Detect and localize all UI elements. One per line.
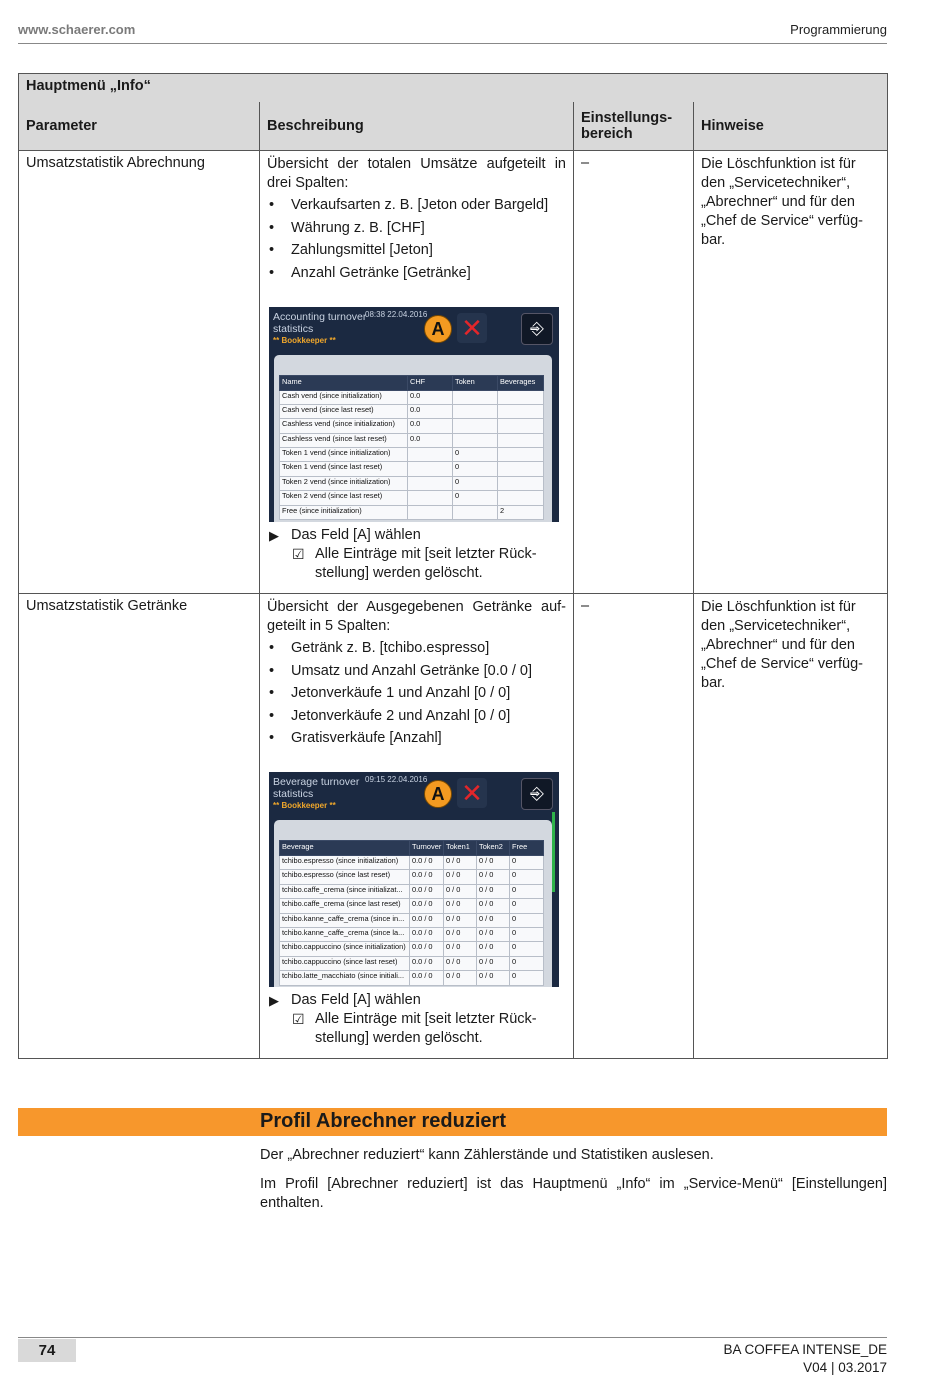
table-cell: tchibo.cappuccino (since initialization): [280, 942, 410, 956]
table-cell: 0 / 0: [477, 956, 510, 970]
table-row: [19, 594, 888, 1059]
screen-title: Beverage turnover statistics: [273, 776, 360, 800]
table-cell: tchibo.caffe_crema (since initializat...: [280, 884, 410, 898]
bullet-list: [267, 639, 566, 748]
screen-column-header: Beverage: [280, 841, 410, 856]
table-cell: Token 2 vend (since last reset): [280, 491, 408, 505]
range-cell: –: [574, 151, 694, 594]
statistics-table: [279, 840, 544, 986]
menu-title: Hauptmenü „Info“: [19, 74, 888, 103]
table-row[interactable]: [280, 505, 544, 519]
action-step: [267, 526, 566, 545]
column-header-parameter: Parameter: [19, 102, 260, 151]
document-id: [723, 1341, 887, 1377]
beverage-statistics-screen: [269, 772, 559, 987]
table-cell: 0: [510, 899, 544, 913]
table-row: [19, 151, 888, 594]
table-cell: Token 1 vend (since initialization): [280, 448, 408, 462]
description-intro: Übersicht der Ausgegebenen Getränke auf-geteilt in 5 Spalten:: [267, 599, 566, 634]
result-step: [267, 1010, 566, 1048]
table-cell: 0: [510, 856, 544, 870]
list-item: • Zahlungsmittel [Jeton]: [267, 241, 566, 260]
table-cell: [498, 390, 544, 404]
column-header-hinweise: Hinweise: [694, 102, 888, 151]
table-cell: Cash vend (since initialization): [280, 390, 408, 404]
table-cell: [453, 505, 498, 519]
table-cell: 0: [510, 884, 544, 898]
table-cell: 0: [453, 491, 498, 505]
table-cell: 0: [510, 942, 544, 956]
table-cell: 0.0: [408, 433, 453, 447]
field-a-badge[interactable]: A: [424, 780, 452, 808]
table-cell: [498, 476, 544, 490]
table-cell: Cashless vend (since initialization): [280, 419, 408, 433]
table-cell: 0.0 / 0: [410, 913, 444, 927]
screen-column-header: Name: [280, 375, 408, 390]
footer-divider: [18, 1337, 887, 1338]
table-cell: 0: [453, 448, 498, 462]
table-cell: 0 / 0: [444, 971, 477, 985]
arrow-right-icon: ▶: [269, 993, 279, 1008]
table-cell: Token 2 vend (since initialization): [280, 476, 408, 490]
table-cell: [408, 505, 453, 519]
section-paragraph: Im Profil [Abrechner reduziert] ist das Hauptmenü „Info“ im „Service-Menü“ [Einstellungen] enthalten.: [260, 1176, 887, 1211]
table-cell: [453, 404, 498, 418]
table-cell: [498, 462, 544, 476]
delete-icon[interactable]: ✕: [457, 778, 487, 808]
column-header-einstellungsbereich: Einstellungs- bereich: [574, 102, 694, 151]
table-cell: Cash vend (since last reset): [280, 404, 408, 418]
accounting-statistics-screen: [269, 307, 559, 522]
table-cell: [408, 476, 453, 490]
scrollbar[interactable]: [552, 812, 555, 892]
table-cell: 0 / 0: [444, 927, 477, 941]
table-row[interactable]: [280, 404, 544, 418]
table-cell: 0.0: [408, 404, 453, 418]
table-cell: 0 / 0: [444, 913, 477, 927]
table-row[interactable]: [280, 856, 544, 870]
table-row[interactable]: [280, 899, 544, 913]
table-row[interactable]: [280, 971, 544, 985]
table-cell: tchibo.kanne_caffe_crema (since in...: [280, 913, 410, 927]
checkbox-checked-icon: ☑: [292, 545, 305, 562]
table-cell: 0 / 0: [444, 856, 477, 870]
section-title: Profil Abrechner reduziert: [260, 1110, 506, 1132]
table-cell: [453, 419, 498, 433]
table-cell: 0: [453, 476, 498, 490]
list-item: • Jetonverkäufe 1 und Anzahl [0 / 0]: [267, 684, 566, 703]
table-cell: [498, 448, 544, 462]
table-cell: 0: [510, 913, 544, 927]
table-row[interactable]: [280, 448, 544, 462]
table-row[interactable]: [280, 913, 544, 927]
table-cell: 0 / 0: [477, 884, 510, 898]
table-cell: 0 / 0: [477, 942, 510, 956]
parameter-cell: Umsatzstatistik Getränke: [19, 594, 260, 1059]
section-label: Programmierung: [790, 22, 887, 37]
section-paragraph: Der „Abrechner reduziert“ kann Zählerstände und Statistiken auslesen.: [260, 1147, 714, 1163]
result-text: Alle Einträge mit [seit letzter Rück-stellung] werden gelöscht.: [315, 545, 537, 581]
arrow-right-icon: ▶: [269, 527, 279, 543]
table-cell: 0.0 / 0: [410, 899, 444, 913]
table-row[interactable]: [280, 942, 544, 956]
table-cell: 0 / 0: [444, 870, 477, 884]
result-text: Alle Einträge mit [seit letzter Rück-stellung] werden gelöscht.: [315, 1011, 537, 1046]
bullet-list: [267, 196, 566, 283]
table-cell: 0: [453, 462, 498, 476]
table-row[interactable]: [280, 491, 544, 505]
statistics-table: [279, 375, 544, 521]
table-row[interactable]: [280, 419, 544, 433]
table-cell: tchibo.espresso (since last reset): [280, 870, 410, 884]
checkbox-checked-icon: ☑: [292, 1011, 305, 1027]
action-step: [267, 991, 566, 1010]
table-row[interactable]: [280, 476, 544, 490]
table-cell: 0 / 0: [444, 956, 477, 970]
table-cell: Cashless vend (since last reset): [280, 433, 408, 447]
hint-cell: Die Löschfunktion ist für den „Servicetechniker“, „Abrechner“ und für den „Chef de Service“ verfüg-bar.: [694, 151, 888, 594]
list-item: • Umsatz und Anzahl Getränke [0.0 / 0]: [267, 662, 566, 681]
description-intro: Übersicht der totalen Umsätze aufgeteilt in drei Spalten:: [267, 156, 566, 191]
list-item: • Verkaufsarten z. B. [Jeton oder Bargeld]: [267, 196, 566, 215]
table-cell: [498, 419, 544, 433]
table-row[interactable]: [280, 870, 544, 884]
document-title: BA COFFEA INTENSE_DE: [723, 1342, 887, 1357]
list-item: • Währung z. B. [CHF]: [267, 219, 566, 238]
column-header-beschreibung: Beschreibung: [260, 102, 574, 151]
table-cell: 0: [510, 927, 544, 941]
list-item: • Getränk z. B. [tchibo.espresso]: [267, 639, 566, 658]
screen-title: Accounting turnover statistics: [273, 310, 367, 335]
list-item: • Anzahl Getränke [Getränke]: [267, 264, 566, 283]
delete-icon[interactable]: ✕: [457, 313, 487, 343]
screen-column-header: CHF: [408, 375, 453, 390]
table-cell: Free (since initialization): [280, 505, 408, 519]
exit-icon[interactable]: ⎆: [521, 313, 553, 345]
table-cell: 0 / 0: [444, 884, 477, 898]
table-cell: 0.0 / 0: [410, 884, 444, 898]
description-cell: [260, 151, 574, 594]
table-cell: 0: [510, 870, 544, 884]
table-row[interactable]: [280, 884, 544, 898]
table-cell: 0 / 0: [444, 942, 477, 956]
description-cell: [260, 594, 574, 1059]
table-cell: 0.0 / 0: [410, 927, 444, 941]
header-divider: [18, 43, 887, 44]
field-a-badge[interactable]: A: [424, 315, 452, 343]
table-cell: 0.0 / 0: [410, 971, 444, 985]
table-cell: 0 / 0: [477, 927, 510, 941]
list-item: • Jetonverkäufe 2 und Anzahl [0 / 0]: [267, 707, 566, 726]
exit-icon[interactable]: ⎆: [521, 778, 553, 810]
page-number: 74: [18, 1339, 76, 1362]
range-cell: –: [574, 594, 694, 1059]
table-cell: tchibo.espresso (since initialization): [280, 856, 410, 870]
table-cell: 0 / 0: [477, 971, 510, 985]
table-cell: [408, 491, 453, 505]
table-cell: tchibo.kanne_caffe_crema (since la...: [280, 927, 410, 941]
table-cell: 0 / 0: [477, 913, 510, 927]
table-cell: 0 / 0: [477, 856, 510, 870]
table-cell: 0.0 / 0: [410, 956, 444, 970]
table-cell: [408, 448, 453, 462]
table-cell: 0 / 0: [444, 899, 477, 913]
table-cell: [453, 390, 498, 404]
table-row[interactable]: [280, 462, 544, 476]
screen-column-header: Turnover: [410, 841, 444, 856]
document-version: V04 | 03.2017: [803, 1360, 887, 1375]
table-cell: [453, 433, 498, 447]
result-step: [267, 545, 566, 583]
action-text: Das Feld [A] wählen: [291, 526, 421, 543]
hint-cell: Die Löschfunktion ist für den „Servicetechniker“, „Abrechner“ und für den „Chef de Service“ verfüg-bar.: [694, 594, 888, 1059]
info-menu-table: [18, 73, 888, 1059]
table-cell: [498, 433, 544, 447]
table-cell: tchibo.caffe_crema (since last reset): [280, 899, 410, 913]
screen-column-header: Token1: [444, 841, 477, 856]
table-cell: 0 / 0: [477, 899, 510, 913]
website-url: www.schaerer.com: [18, 22, 136, 37]
table-cell: 0: [510, 971, 544, 985]
screen-role: ** Bookkeeper **: [273, 335, 336, 345]
table-cell: 0.0: [408, 390, 453, 404]
table-cell: 0: [510, 956, 544, 970]
table-cell: 0.0 / 0: [410, 870, 444, 884]
screen-datetime: 08:38 22.04.2016: [365, 309, 428, 319]
table-cell: Token 1 vend (since last reset): [280, 462, 408, 476]
table-cell: [498, 491, 544, 505]
table-row[interactable]: [280, 956, 544, 970]
screen-role: ** Bookkeeper **: [273, 801, 336, 810]
table-row[interactable]: [280, 433, 544, 447]
table-row[interactable]: [280, 927, 544, 941]
screen-datetime: 09:15 22.04.2016: [365, 775, 428, 784]
table-cell: 0 / 0: [477, 870, 510, 884]
table-cell: 2: [498, 505, 544, 519]
table-cell: tchibo.cappuccino (since last reset): [280, 956, 410, 970]
screen-column-header: Token2: [477, 841, 510, 856]
action-text: Das Feld [A] wählen: [291, 992, 421, 1008]
table-cell: [408, 462, 453, 476]
table-row[interactable]: [280, 390, 544, 404]
list-item: • Gratisverkäufe [Anzahl]: [267, 729, 566, 748]
table-cell: 0.0 / 0: [410, 856, 444, 870]
table-cell: tchibo.latte_macchiato (since initiali...: [280, 971, 410, 985]
screen-column-header: Free: [510, 841, 544, 856]
table-cell: 0.0 / 0: [410, 942, 444, 956]
screen-column-header: Token: [453, 375, 498, 390]
parameter-cell: Umsatzstatistik Abrechnung: [19, 151, 260, 594]
screen-column-header: Beverages: [498, 375, 544, 390]
table-cell: [498, 404, 544, 418]
table-cell: 0.0: [408, 419, 453, 433]
